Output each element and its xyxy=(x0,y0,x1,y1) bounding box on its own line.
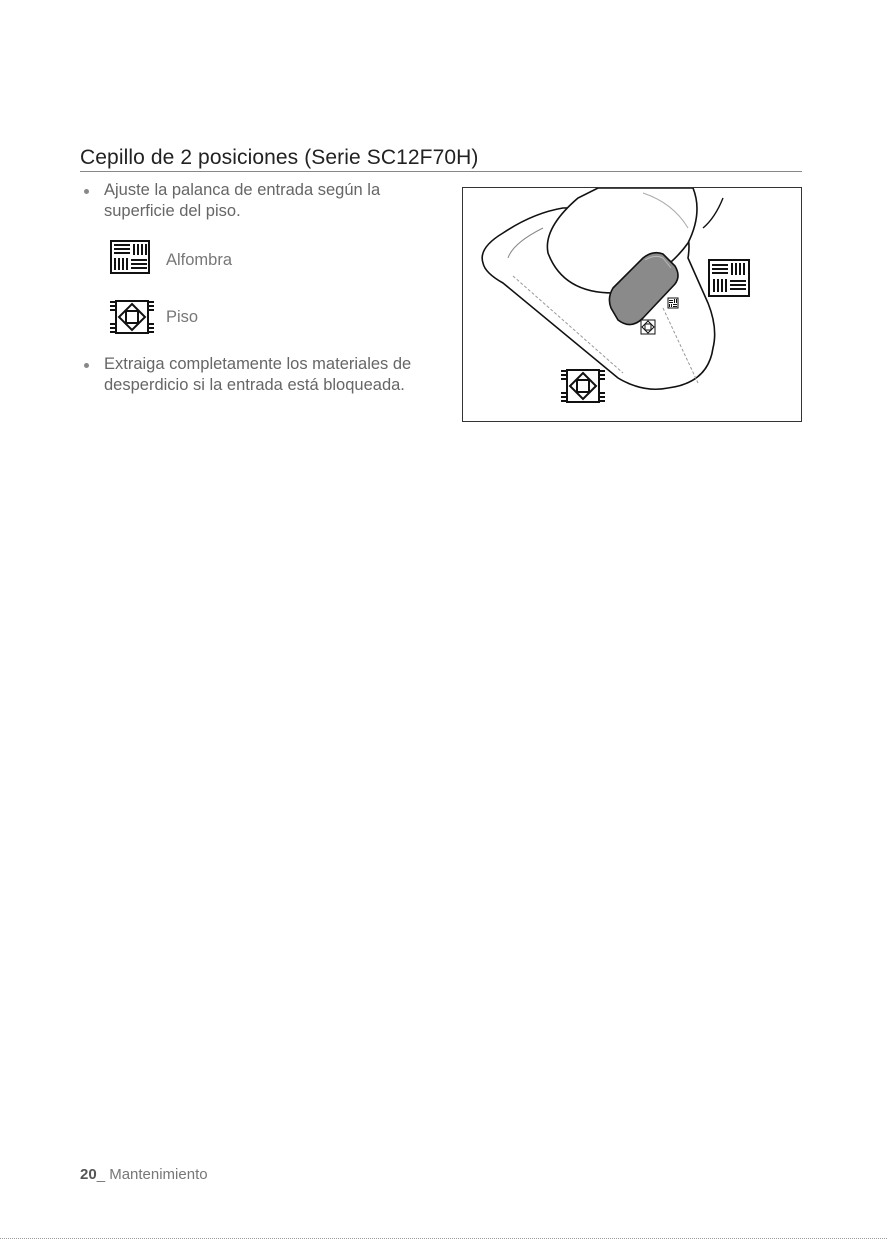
instruction-text-2: Extraiga completamente los materiales de desperdicio si la entrada está bloqueada. xyxy=(104,355,412,394)
section-title: Cepillo de 2 posiciones (Serie SC12F70H) xyxy=(80,146,479,169)
floor-icon xyxy=(110,297,154,337)
page-footer xyxy=(80,1166,208,1183)
title-rule xyxy=(80,171,802,172)
bullet-dot xyxy=(84,363,89,368)
page-number: 20 xyxy=(80,1166,97,1183)
bottom-rule xyxy=(0,1238,887,1239)
legend-carpet-label: Alfombra xyxy=(166,251,233,269)
footer-section-name: _ Mantenimiento xyxy=(96,1166,208,1183)
brush-illustration xyxy=(462,187,802,422)
instruction-text-1: Ajuste la palanca de entrada según la superficie del piso. xyxy=(104,181,381,220)
brush-nozzle-illustration xyxy=(463,188,802,422)
legend-floor-label: Piso xyxy=(166,308,199,326)
bullet-dot xyxy=(84,189,89,194)
carpet-icon xyxy=(110,240,150,274)
